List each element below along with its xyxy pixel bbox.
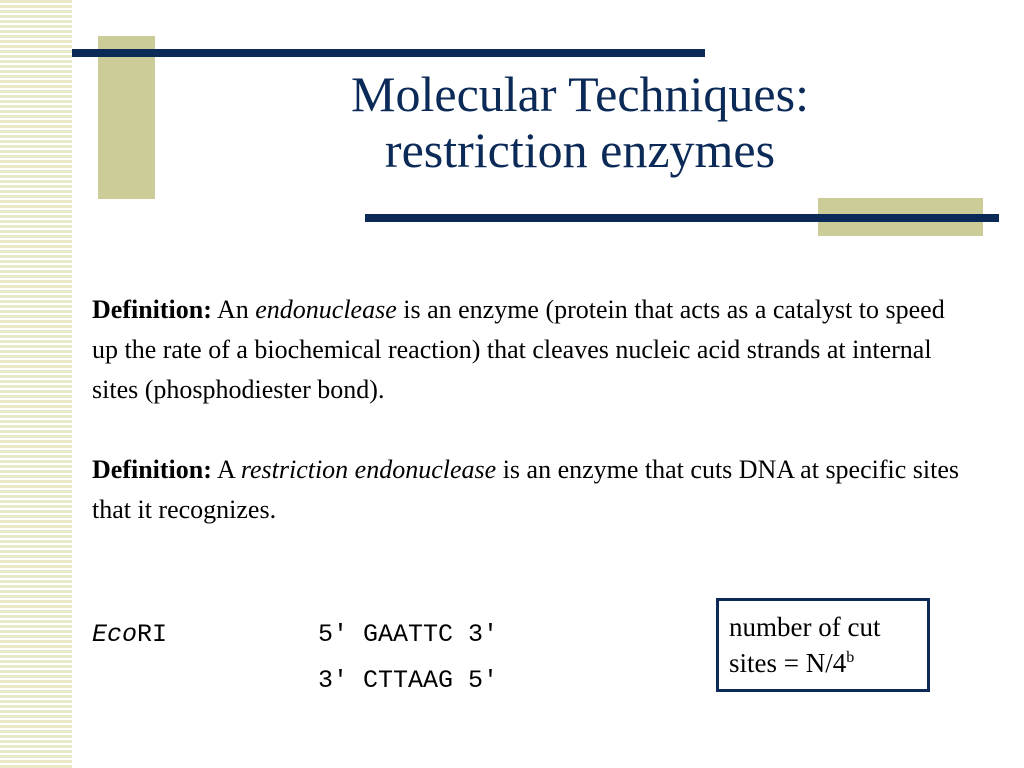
callout-line-2 [729,645,917,681]
definition-label: Definition: [92,295,212,324]
title-line-2: restriction enzymes [384,122,776,178]
definition-text-post: is an enzyme that cuts DNA at specific sites that it recognizes. [92,455,960,524]
callout-formula: sites = N/4 [729,648,847,678]
top-strand: 5′ GAATTC 3′ [318,620,499,649]
bottom-strand: 3′ CTTAAG 5′ [318,666,499,695]
slide-body [92,290,972,530]
definition-term: endonuclease [255,295,397,324]
decorative-stripe-band [0,0,72,768]
definition-term: restriction endonuclease [240,455,497,484]
definition-text-post: is an enzyme (protein that acts as a catalyst to speed up the rate of a biochemical reaction) that cleaves nucleic acid strands at internal sites (phosphodiester bond). [92,295,945,404]
enzyme-name-rest: RI [137,620,168,649]
sequence-row-bottom [92,658,652,704]
definition-text-pre: A [211,455,241,484]
enzyme-name [92,612,318,658]
callout-line-1: number of cut [729,612,881,642]
decorative-block-top [98,36,155,199]
title-line-1: Molecular Techniques: [351,66,809,122]
definition-endonuclease [92,290,972,410]
definition-restriction-endonuclease [92,450,972,530]
cut-sites-callout [716,598,930,692]
title-rule-top [72,49,705,57]
slide-title [240,66,920,178]
recognition-sequence [92,612,652,704]
sequence-row-top [92,612,652,658]
title-rule-bottom [365,214,999,222]
enzyme-name-italic: Eco [92,620,138,649]
definition-text-pre: An [211,295,256,324]
callout-exponent: b [846,649,855,666]
definition-label: Definition: [92,455,212,484]
